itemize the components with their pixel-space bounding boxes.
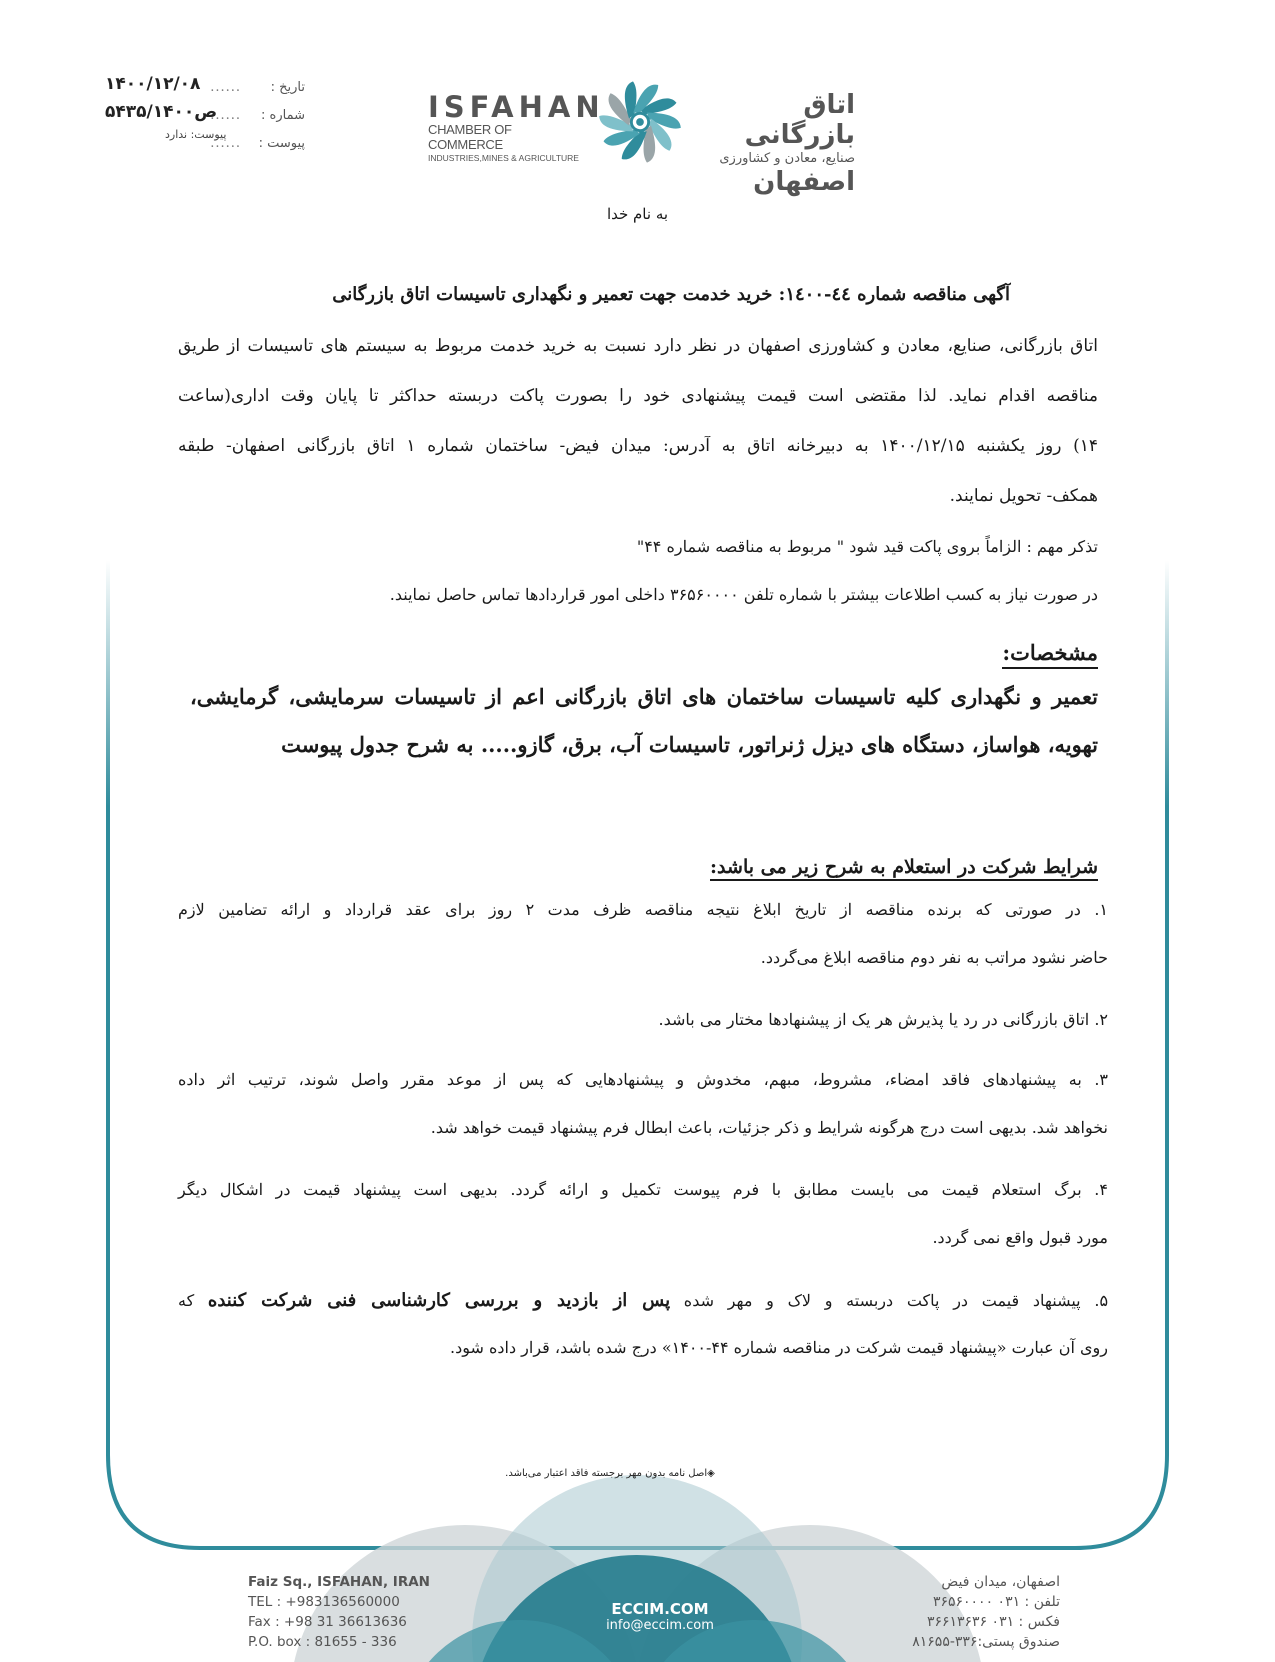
intro-line-3: ۱۴) روز یکشنبه ۱۴۰۰/۱۲/۱۵ به دبیرخانه اتاق به آدرس: میدان فیض- ساختمان شماره ۱ اتاق بازرگانی اصفهان- طبقه	[178, 436, 1098, 456]
tender-title: آگهی مناقصه شماره ٤٤-١٤٠٠: خرید خدمت جهت تعمیر و نگهداری تاسیسات اتاق بازرگانی	[332, 284, 1010, 305]
footer-web-contact	[560, 1600, 760, 1634]
logo-fa-line1: اتاق بازرگانی	[744, 90, 855, 150]
footer-en-address: Faiz Sq., ISFAHAN, IRAN	[248, 1574, 430, 1590]
logo-fa-line3: اصفهان	[753, 167, 855, 197]
footer-en-tel: TEL : +983136560000	[248, 1594, 400, 1610]
contact-note: در صورت نیاز به کسب اطلاعات بیشتر با شماره تلفن ۳۶۵۶۰۰۰۰ داخلی امور قراردادها تماس حاصل نمایند.	[389, 585, 1098, 604]
logo-en-city: ISFAHAN	[428, 90, 605, 124]
chamber-emblem-icon	[592, 74, 688, 170]
footer-en-fax: Fax : +98 31 36613636	[248, 1614, 407, 1630]
condition-5-bold-text: پس از بازدید و بررسی کارشناسی فنی شرکت کننده	[207, 1290, 671, 1311]
attachment-dots: ......	[210, 136, 241, 151]
condition-4-line-1: ۴. برگ استعلام قیمت می بایست مطابق با فرم پیوست تکمیل و ارائه گردد. بدیهی است پیشنهاد قیمت در اشکال دیگر	[178, 1180, 1108, 1199]
condition-5-line-2: روی آن عبارت «پیشنهاد قیمت شرکت در مناقصه شماره ۴۴-۱۴۰۰» درج شده باشد، قرار داده شود.	[450, 1338, 1108, 1357]
logo-en-chamber: CHAMBER OF COMMERCE	[428, 122, 512, 152]
footer-fa-address: اصفهان، میدان فیض	[941, 1574, 1060, 1590]
footer-email: info@eccim.com	[606, 1618, 714, 1633]
condition-1-line-1: ۱. در صورتی که برنده مناقصه از تاریخ ابلاغ نتیجه مناقصه ظرف مدت ۲ روز برای عقد قرارداد و ارائه تضامین لازم	[178, 900, 1109, 919]
footer-fa-tel: تلفن : ۰۳۱ ۳۶۵۶۰۰۰۰	[932, 1594, 1060, 1610]
specifications-heading-text: مشخصات:	[1002, 640, 1098, 669]
logo-english	[428, 90, 605, 165]
condition-5-text: ۵. پیشنهاد قیمت در پاکت دربسته و لاک و مهر شده	[670, 1291, 1109, 1310]
condition-5-end: که	[178, 1291, 208, 1310]
date-dots: ......	[210, 80, 241, 95]
number-dots: ......	[210, 108, 241, 123]
seal-validity-footnote	[460, 1468, 760, 1479]
logo-persian	[695, 90, 855, 196]
footer-english-address	[248, 1572, 430, 1652]
logo-fa-line2: صنایع، معادن و کشاورزی	[719, 151, 855, 166]
condition-1-line-2: حاضر نشود مراتب به نفر دوم مناقصه ابلاغ می‌گردد.	[760, 948, 1108, 967]
footer-fa-pobox: صندوق پستی:۳۳۶-۸۱۶۵۵	[912, 1634, 1060, 1650]
date-field	[95, 74, 305, 100]
date-label: تاریخ :	[270, 80, 305, 95]
date-value: ۱۴۰۰/۱۲/۰۸	[105, 74, 201, 94]
condition-3-line-2: نخواهد شد. بدیهی است درج هرگونه شرایط و ذکر جزئیات، باعث ابطال فرم پیشنهاد قیمت خواهد شد.	[430, 1118, 1108, 1137]
footer-persian-address	[850, 1572, 1060, 1652]
conditions-heading-text: شرایط شرکت در استعلام به شرح زیر می باشد:	[710, 856, 1098, 881]
footer-en-pobox: P.O. box : 81655 - 336	[248, 1634, 397, 1650]
attachment-label: پیوست :	[258, 136, 305, 151]
specifications-heading	[900, 640, 1098, 665]
intro-line-1: اتاق بازرگانی، صنایع، معادن و کشاورزی اصفهان در نظر دارد نسبت به خرید خدمت مربوط به سیستم های تاسیسات از طریق	[178, 336, 1098, 356]
letter-number-label: شماره :	[261, 108, 305, 123]
specifications-line-1: تعمیر و نگهداری کلیه تاسیسات ساختمان های اتاق بازرگانی اعم از تاسیسات سرمایشی، گرمایشی،	[190, 684, 1098, 709]
condition-5-line-1	[178, 1290, 1108, 1311]
intro-line-2: مناقصه اقدام نماید. لذا مقتضی است قیمت پیشنهادی خود را بصورت پاکت دربسته حداکثر تا پایان وقت اداری(ساعت	[178, 386, 1098, 406]
footer-fa-fax: فکس : ۰۳۱ ۳۶۶۱۳۶۳۶	[926, 1614, 1060, 1630]
intro-line-4: همکف- تحویل نمایند.	[949, 486, 1098, 506]
letter-number-value: ۵۴۳۵/ص۱۴۰۰	[105, 102, 218, 122]
logo-en-sectors: INDUSTRIES,MINES & AGRICULTURE	[428, 153, 579, 163]
footnote-text: اصل نامه بدون مهر برجسته فاقد اعتبار می‌باشد.	[505, 1468, 708, 1479]
specifications-line-2: تهویه، هواساز، دستگاه های دیزل ژنراتور، تاسیسات آب، برق، گازو..... به شرح جدول پیوست	[281, 732, 1098, 757]
condition-3-line-1: ۳. به پیشنهادهای فاقد امضاء، مشروط، مبهم، مخدوش و پیشنهادهایی که پس از موعد مقرر واصل شوند، ترتیب اثر داده	[178, 1070, 1108, 1089]
condition-4-line-2: مورد قبول واقع نمی گردد.	[932, 1228, 1108, 1247]
footer-website: ECCIM.COM	[611, 1600, 709, 1618]
bismillah: به نام خدا	[606, 205, 669, 223]
diamond-icon: ◈	[707, 1468, 715, 1479]
conditions-heading	[600, 856, 1098, 878]
important-note: تذکر مهم : الزاماً بروی پاکت قید شود " مربوط به مناقصه شماره ۴۴"	[636, 537, 1098, 556]
condition-2: ۲. اتاق بازرگانی در رد یا پذیرش هر یک از پیشنهادها مختار می باشد.	[658, 1010, 1108, 1029]
attachment-value: پیوست: ندارد	[165, 128, 227, 141]
letter-number-field	[95, 102, 305, 128]
